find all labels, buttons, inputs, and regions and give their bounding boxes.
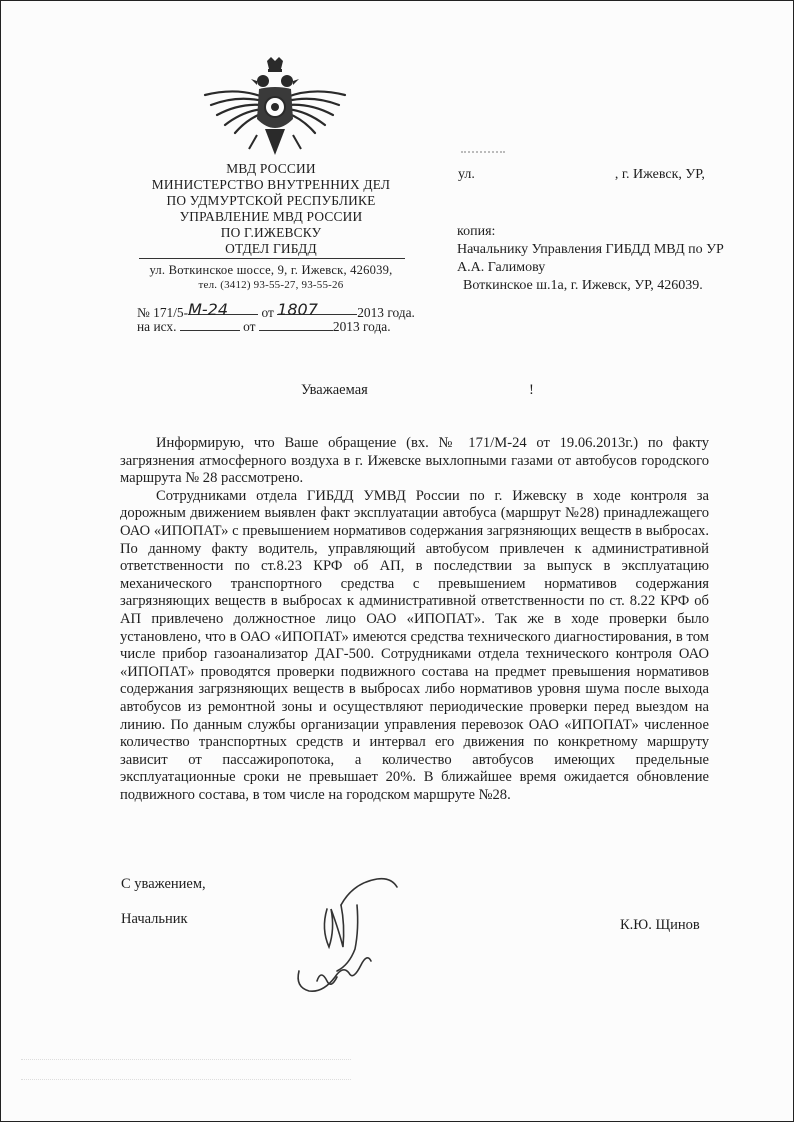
handwritten-signature — [287, 869, 407, 999]
incoming-from-label: от — [243, 319, 256, 334]
signer-position: Начальник — [121, 911, 188, 927]
organization-address — [121, 263, 421, 293]
org-line-4: УПРАВЛЕНИЕ МВД РОССИИ — [179, 209, 363, 224]
copy-recipient: Начальнику Управления ГИБДД МВД по УР — [457, 242, 724, 257]
copy-label: копия: — [457, 224, 496, 239]
org-line-1: МВД РОССИИ — [226, 161, 316, 176]
incoming-prefix: на исх. — [137, 319, 177, 334]
outgoing-number-prefix: № 171/5- — [137, 305, 189, 320]
salutation-exclamation: ! — [529, 382, 534, 398]
redacted-mark — [461, 151, 505, 161]
copy-recipient-name: А.А. Галимову — [457, 260, 546, 275]
org-line-2: МИНИСТЕРСТВО ВНУТРЕННИХ ДЕЛ — [151, 177, 391, 192]
incoming-year: 2013 года. — [332, 319, 391, 334]
org-phones: тел. (3412) 93-55-27, 93-55-26 — [198, 279, 344, 291]
body-paragraph-1: Информирую, что Ваше обращение (вх. № 171/М-24 от 19.06.2013г.) по факту загрязнения атмосферного воздуха в г. Ижевске выхлопными газами от автобусов городского маршрута № 28 рассмотрено. — [120, 435, 709, 487]
org-address: ул. Воткинское шоссе, 9, г. Ижевск, 426039, — [149, 263, 393, 277]
copy-recipient-block — [457, 223, 724, 295]
outgoing-number-field — [188, 300, 258, 319]
addressee-city: , г. Ижевск, УР, — [614, 167, 705, 182]
incoming-number-field — [180, 318, 240, 331]
outgoing-date-handwritten: 1807 — [277, 300, 318, 319]
salutation-text: Уважаемая — [301, 382, 368, 398]
outgoing-year: 2013 года. — [357, 305, 415, 320]
letter-body — [120, 435, 709, 804]
copy-recipient-address: Воткинское ш.1а, г. Ижевск, УР, 426039. — [463, 278, 703, 293]
org-line-3: ПО УДМУРТСКОЙ РЕСПУБЛИКЕ — [166, 193, 376, 208]
salutation — [301, 382, 534, 399]
faded-bleed-through — [21, 1059, 351, 1099]
outgoing-date-field — [277, 300, 357, 319]
org-line-5: ПО Г.ИЖЕВСКУ — [220, 225, 322, 240]
addressee-block — [458, 167, 705, 183]
mvd-eagle-emblem-icon — [197, 57, 353, 161]
letterhead-divider — [139, 258, 405, 259]
closing-regards: С уважением, — [121, 876, 206, 892]
outgoing-number-handwritten: М-24 — [188, 300, 229, 319]
outgoing-from-label: от — [261, 305, 274, 320]
addressee-street-prefix: ул. — [458, 167, 475, 182]
signer-name: К.Ю. Щинов — [620, 917, 700, 933]
body-paragraph-2: Сотрудниками отдела ГИБДД УМВД России по г. Ижевску в ходе контроля за дорожным движением выявлен факт эксплуатации автобуса (маршрут №28) принадлежащего ОАО «ИПОПАТ» с превышением нормативов содержания загрязняющих веществ в выбросах. По данному факту водитель, управляющий автобусом привлечен к административной ответственности по ст.8.23 КРФ об АП, в последствии за выпуск в эксплуатацию механического транспортного средства с превышением нормативов содержания загрязняющих веществ в выбросах к административной ответственности по ст. 8.22 КРФ об АП привлечено должностное лицо ОАО «ИПОПАТ». Так же в ходе проверки было установлено, что в ОАО «ИПОПАТ» имеются средства технического диагностирования, в том числе прибор газоанализатор ДАГ-500. Сотрудниками отдела технического контроля ОАО «ИПОПАТ» проводятся проверки подвижного состава на предмет превышения нормативов содержания загрязняющих веществ в выбросах либо нормативов уровня шума после выхода автобусов из ремонтной зоны и осуществляют периодические проверки перед выездом на линию. По данным службы организации управления перевозок ОАО «ИПОПАТ» численное количество транспортных средств и интервал его движения по конкретному маршруту зависит от пассажиропотока, а количество автобусов имеющих предельные эксплуатационные сроки не превышает 20%. В ближайшее время ожидается обновление подвижного состава, в том числе на городском маршруте №28. — [120, 487, 709, 803]
organization-name — [121, 161, 421, 257]
incoming-reference — [137, 318, 391, 335]
org-line-6: ОТДЕЛ ГИБДД — [225, 241, 317, 256]
incoming-date-field — [259, 318, 333, 331]
